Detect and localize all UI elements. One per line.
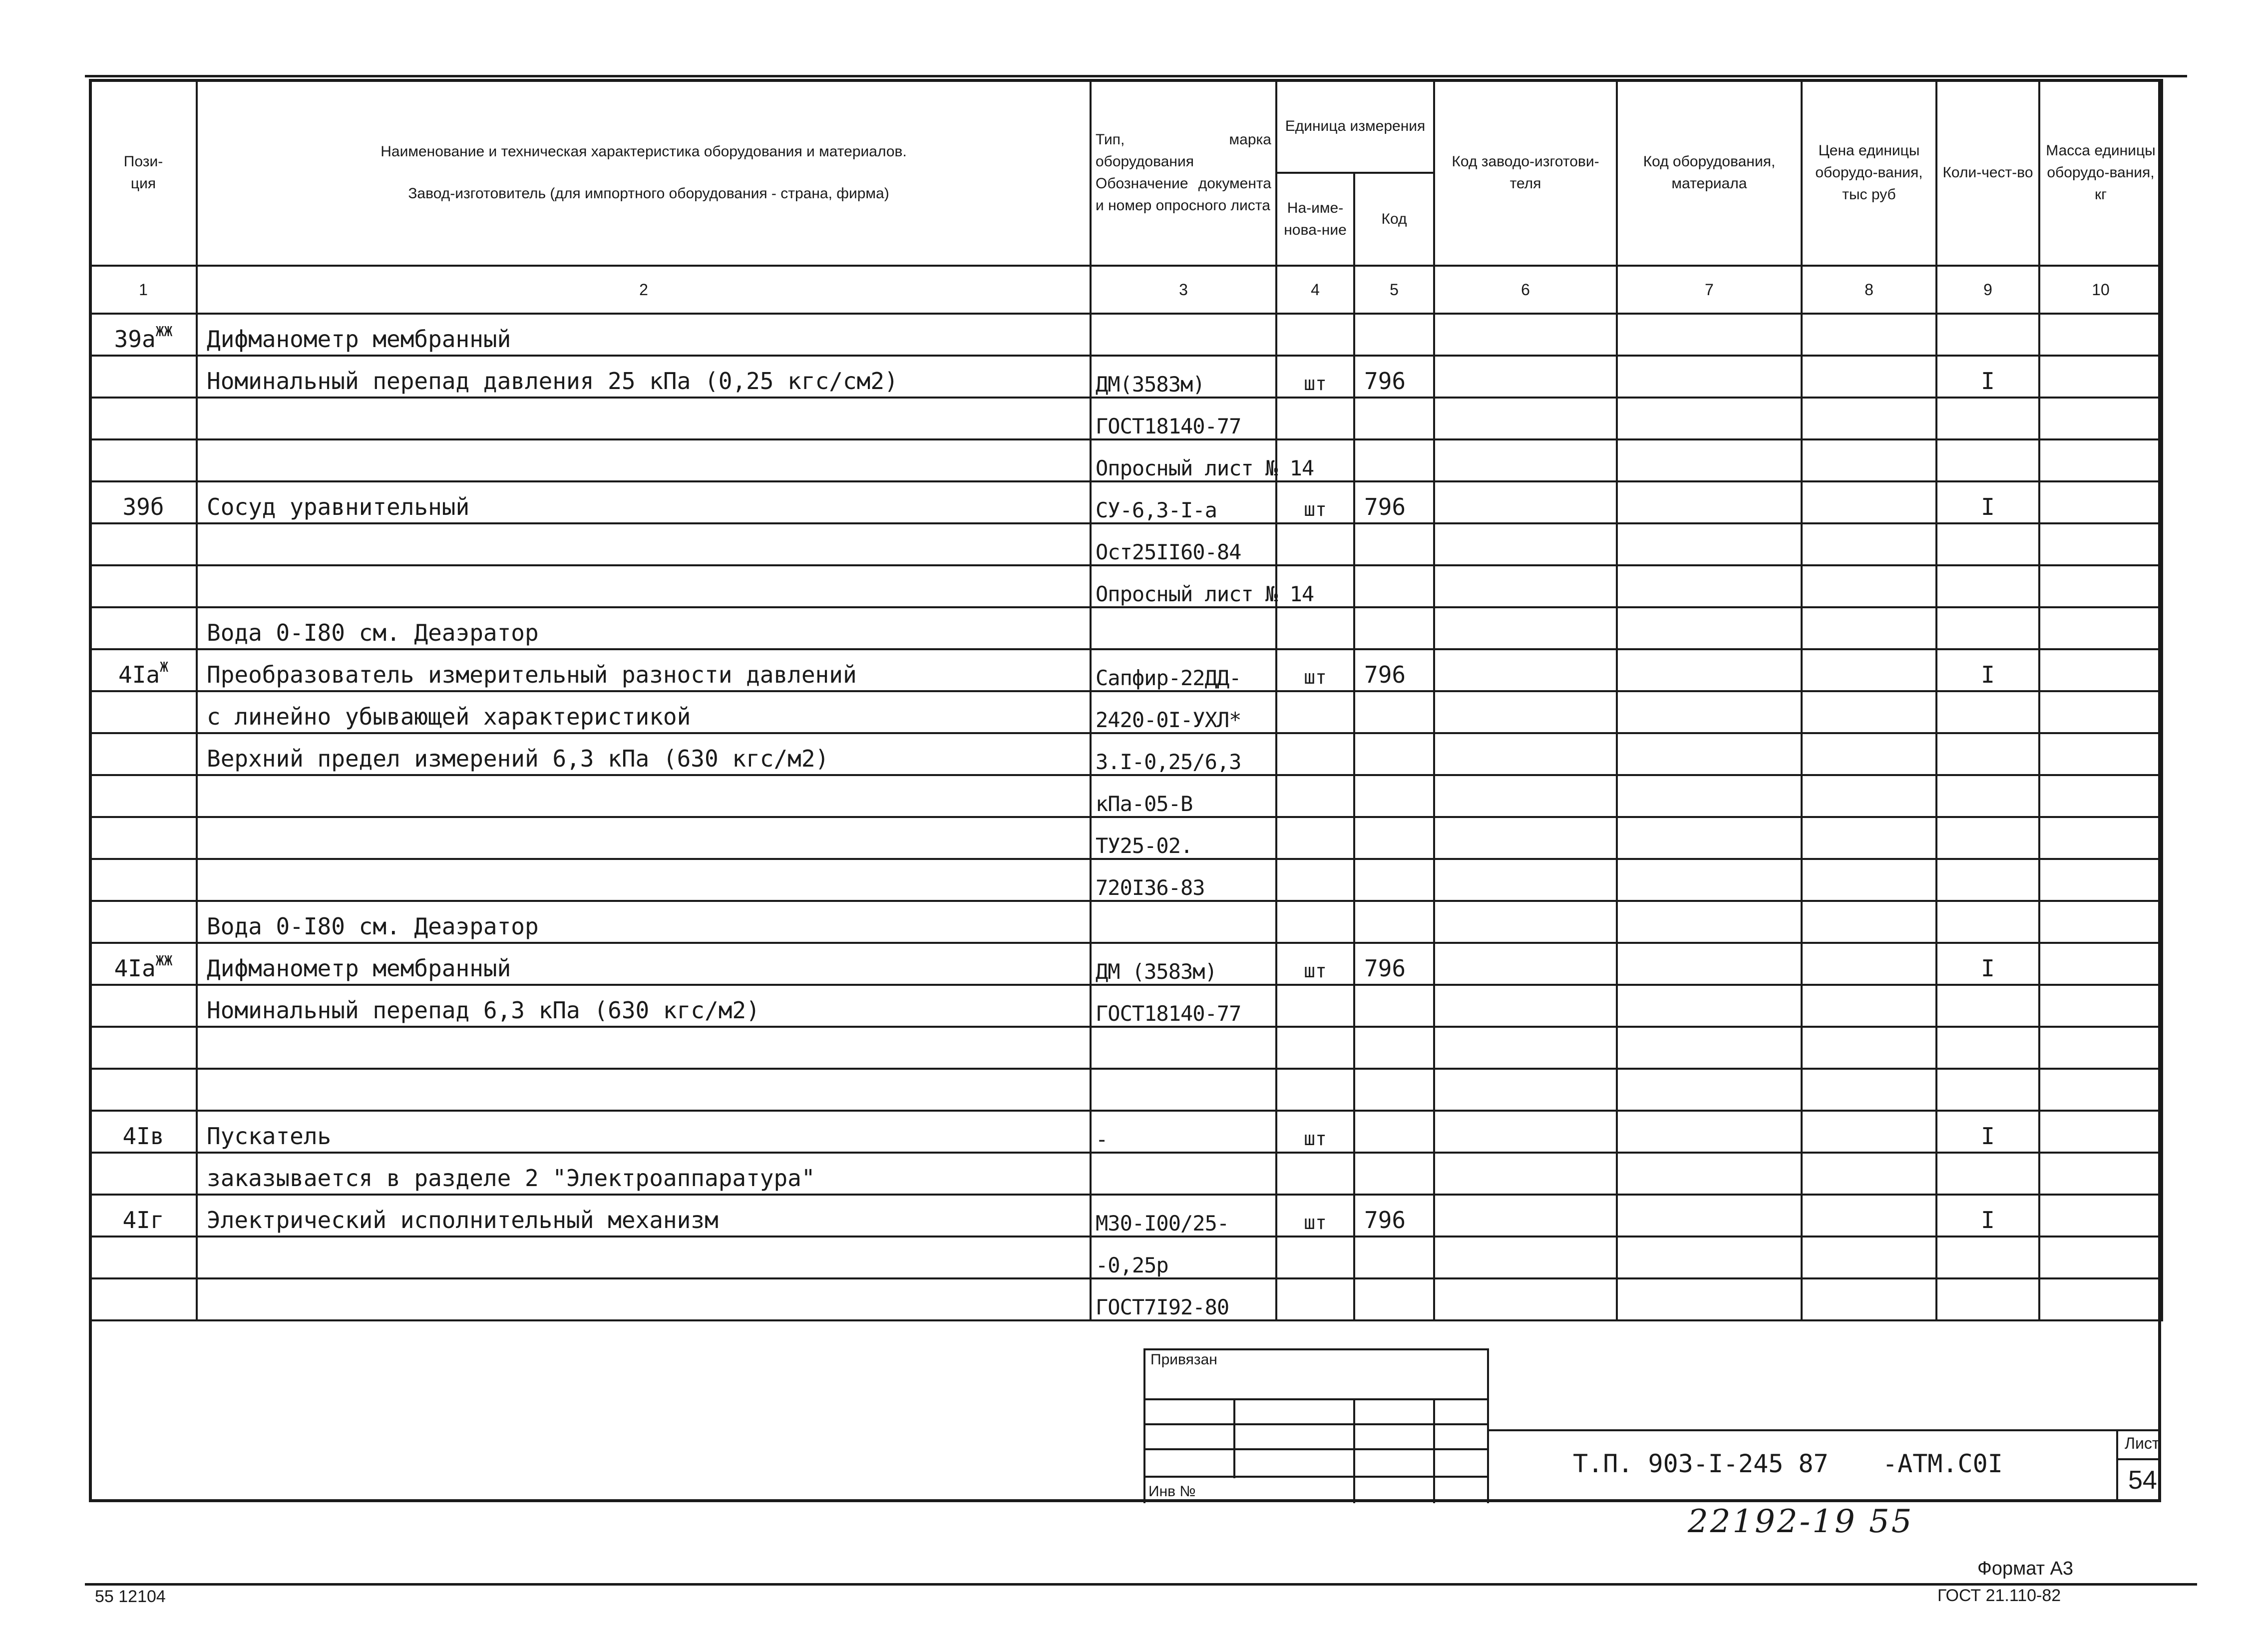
title-block-line — [2116, 1429, 2118, 1502]
footnote-mark: ЖЖ — [155, 952, 173, 969]
top-border — [85, 75, 2187, 77]
unit-cell-text: шт — [1304, 960, 1327, 982]
header-unit-name: На-име-нова-ние — [1276, 173, 1354, 266]
type-cell-text: ГОСТ18140-77 — [1096, 1001, 1241, 1026]
type-cell-text: ГОСТ7I92-80 — [1096, 1295, 1229, 1319]
unit-cell-text: шт — [1304, 666, 1327, 688]
unit-code-cell-text: 796 — [1364, 955, 1406, 982]
column-number: 9 — [1936, 266, 2039, 314]
title-block-line — [1487, 1429, 2161, 1431]
sheet-number: 54 — [2128, 1466, 2157, 1495]
unit-cell-text: шт — [1304, 1212, 1327, 1234]
column-number: 10 — [2039, 266, 2162, 314]
stamp-line — [1143, 1423, 1488, 1425]
type-cell-text: Опросный лист № 14 — [1096, 456, 1314, 480]
footnote-mark: Ж — [160, 659, 168, 675]
position-cell-text: 39а — [114, 326, 156, 353]
footnote-mark: ЖЖ — [155, 323, 173, 340]
binding-stamp — [1143, 1348, 1488, 1503]
unit-cell-text: шт — [1304, 498, 1327, 520]
name-cell-text: Преобразователь измерительный разности давлений — [207, 661, 857, 688]
stamp-line — [1143, 1398, 1488, 1400]
column-number: 3 — [1091, 266, 1276, 314]
quantity-cell-text: I — [1981, 493, 1995, 520]
type-cell-text: - — [1096, 1127, 1108, 1152]
column-number: 8 — [1802, 266, 1936, 314]
document-number: Т.П. 903-I-245 87 — [1573, 1449, 1829, 1478]
stamp-line — [1143, 1476, 1488, 1478]
position-cell-text: 39б — [122, 493, 164, 520]
name-cell-text: заказывается в разделе 2 "Электроаппаратура" — [207, 1165, 815, 1192]
column-number: 2 — [197, 266, 1091, 314]
position-cell-text: 4Iв — [122, 1123, 164, 1150]
header-unit-code: Код — [1354, 173, 1434, 266]
name-cell-text: Номинальный перепад 6,3 кПа (630 кгс/м2) — [207, 997, 760, 1024]
document-suffix: -АТМ.С0I — [1882, 1449, 2003, 1478]
attached-label: Привязан — [1150, 1351, 1217, 1368]
name-cell-text: Номинальный перепад давления 25 кПа (0,25 кгс/см2) — [207, 368, 898, 395]
column-number: 6 — [1434, 266, 1617, 314]
name-cell-text: Верхний предел измерений 6,3 кПа (630 кгс/м2) — [207, 745, 829, 772]
unit-cell-text: шт — [1304, 1128, 1327, 1150]
stamp-line — [1353, 1398, 1355, 1503]
type-cell-text: МЗ0-I00/25- — [1096, 1211, 1229, 1236]
quantity-cell-text: I — [1981, 661, 1995, 688]
name-cell-text: Электрический исполнительный механизм — [207, 1207, 719, 1234]
quantity-cell-text: I — [1981, 1207, 1995, 1234]
stamp-line — [1433, 1398, 1435, 1503]
stamp-line — [1143, 1348, 1488, 1350]
unit-code-cell-text: 796 — [1364, 368, 1406, 395]
quantity-cell-text: I — [1981, 955, 1995, 982]
header-type: Тип, марка оборудования Обозначение документа и номер опросного листа — [1091, 80, 1276, 266]
position-cell-text: 4Iа — [114, 955, 156, 982]
type-cell-text: ДМ(3583м) — [1096, 372, 1205, 397]
position-cell-text: 4Iа — [118, 661, 160, 688]
column-number: 4 — [1276, 266, 1354, 314]
unit-code-cell-text: 796 — [1364, 493, 1406, 520]
unit-code-cell-text: 796 — [1364, 661, 1406, 688]
name-cell-text: Дифманометр мембранный — [207, 326, 511, 353]
stamp-line — [1143, 1448, 1488, 1450]
stamp-line — [1143, 1348, 1145, 1503]
gost-reference: ГОСТ 21.110-82 — [1937, 1586, 2061, 1605]
handwritten-number: 22192-19 55 — [1688, 1503, 1914, 1540]
outer-frame — [89, 79, 2161, 1502]
type-cell-text: -0,25р — [1096, 1253, 1168, 1277]
column-number: 5 — [1354, 266, 1434, 314]
type-cell-text: ГОСТ18140-77 — [1096, 414, 1241, 438]
position-cell-text: 4Iг — [122, 1207, 164, 1234]
name-cell-text: Вода 0-I80 см. Деаэратор — [207, 619, 539, 646]
type-cell-text: СУ-6,3-I-а — [1096, 498, 1217, 522]
format-label: Формат А3 — [1977, 1558, 2074, 1579]
header-name-line2: Завод-изготовитель (для импортного оборудования - страна, фирма) — [408, 185, 889, 202]
type-cell-text: ТУ25-02. — [1096, 833, 1193, 858]
name-cell-text: Вода 0-I80 см. Деаэратор — [207, 913, 539, 940]
type-cell-text: кПа-05-В — [1096, 792, 1193, 816]
type-cell-text: Ост25II60-84 — [1096, 540, 1241, 564]
footer-code: 55 12104 — [95, 1587, 166, 1606]
bottom-rule — [85, 1583, 2197, 1586]
sheet-label: Лист — [2125, 1434, 2160, 1452]
type-cell-text: Опросный лист № 14 — [1096, 582, 1314, 606]
header-equipment-code: Код оборудования, материала — [1617, 80, 1802, 266]
name-cell-text: с линейно убывающей характеристикой — [207, 703, 691, 730]
unit-code-cell-text: 796 — [1364, 1207, 1406, 1234]
name-cell-text: Сосуд уравнительный — [207, 493, 470, 520]
name-cell-text: Пускатель — [207, 1123, 332, 1150]
header-name-line1: Наименование и техническая характеристика оборудования и материалов. — [380, 143, 907, 160]
header-factory-code: Код заводо-изготови-теля — [1434, 80, 1617, 266]
stamp-line — [1487, 1348, 1489, 1503]
header-position: Пози- ция — [90, 80, 197, 266]
column-number: 1 — [90, 266, 197, 314]
header-price: Цена единицы оборудо-вания, тыс руб — [1802, 80, 1936, 266]
type-cell-text: ДМ (3583м) — [1096, 959, 1217, 984]
inventory-label: Инв № — [1148, 1483, 1196, 1500]
type-cell-text: 3.I-0,25/6,3 — [1096, 750, 1241, 774]
name-cell-text: Дифманометр мембранный — [207, 955, 511, 982]
quantity-cell-text: I — [1981, 1123, 1995, 1150]
type-cell-text: 720I36-83 — [1096, 875, 1205, 900]
header-mass: Масса единицы оборудо-вания, кг — [2039, 80, 2162, 266]
title-block-line — [2116, 1458, 2161, 1460]
unit-cell-text: шт — [1304, 373, 1327, 395]
column-number: 7 — [1617, 266, 1802, 314]
header-unit: Единица измерения — [1276, 80, 1434, 173]
type-cell-text: 2420-0I-УХЛ* — [1096, 708, 1241, 732]
header-quantity: Коли-чест-во — [1936, 80, 2039, 266]
stamp-line — [1233, 1398, 1235, 1478]
type-cell-text: Сапфир-22ДД- — [1096, 666, 1241, 690]
quantity-cell-text: I — [1981, 368, 1995, 395]
